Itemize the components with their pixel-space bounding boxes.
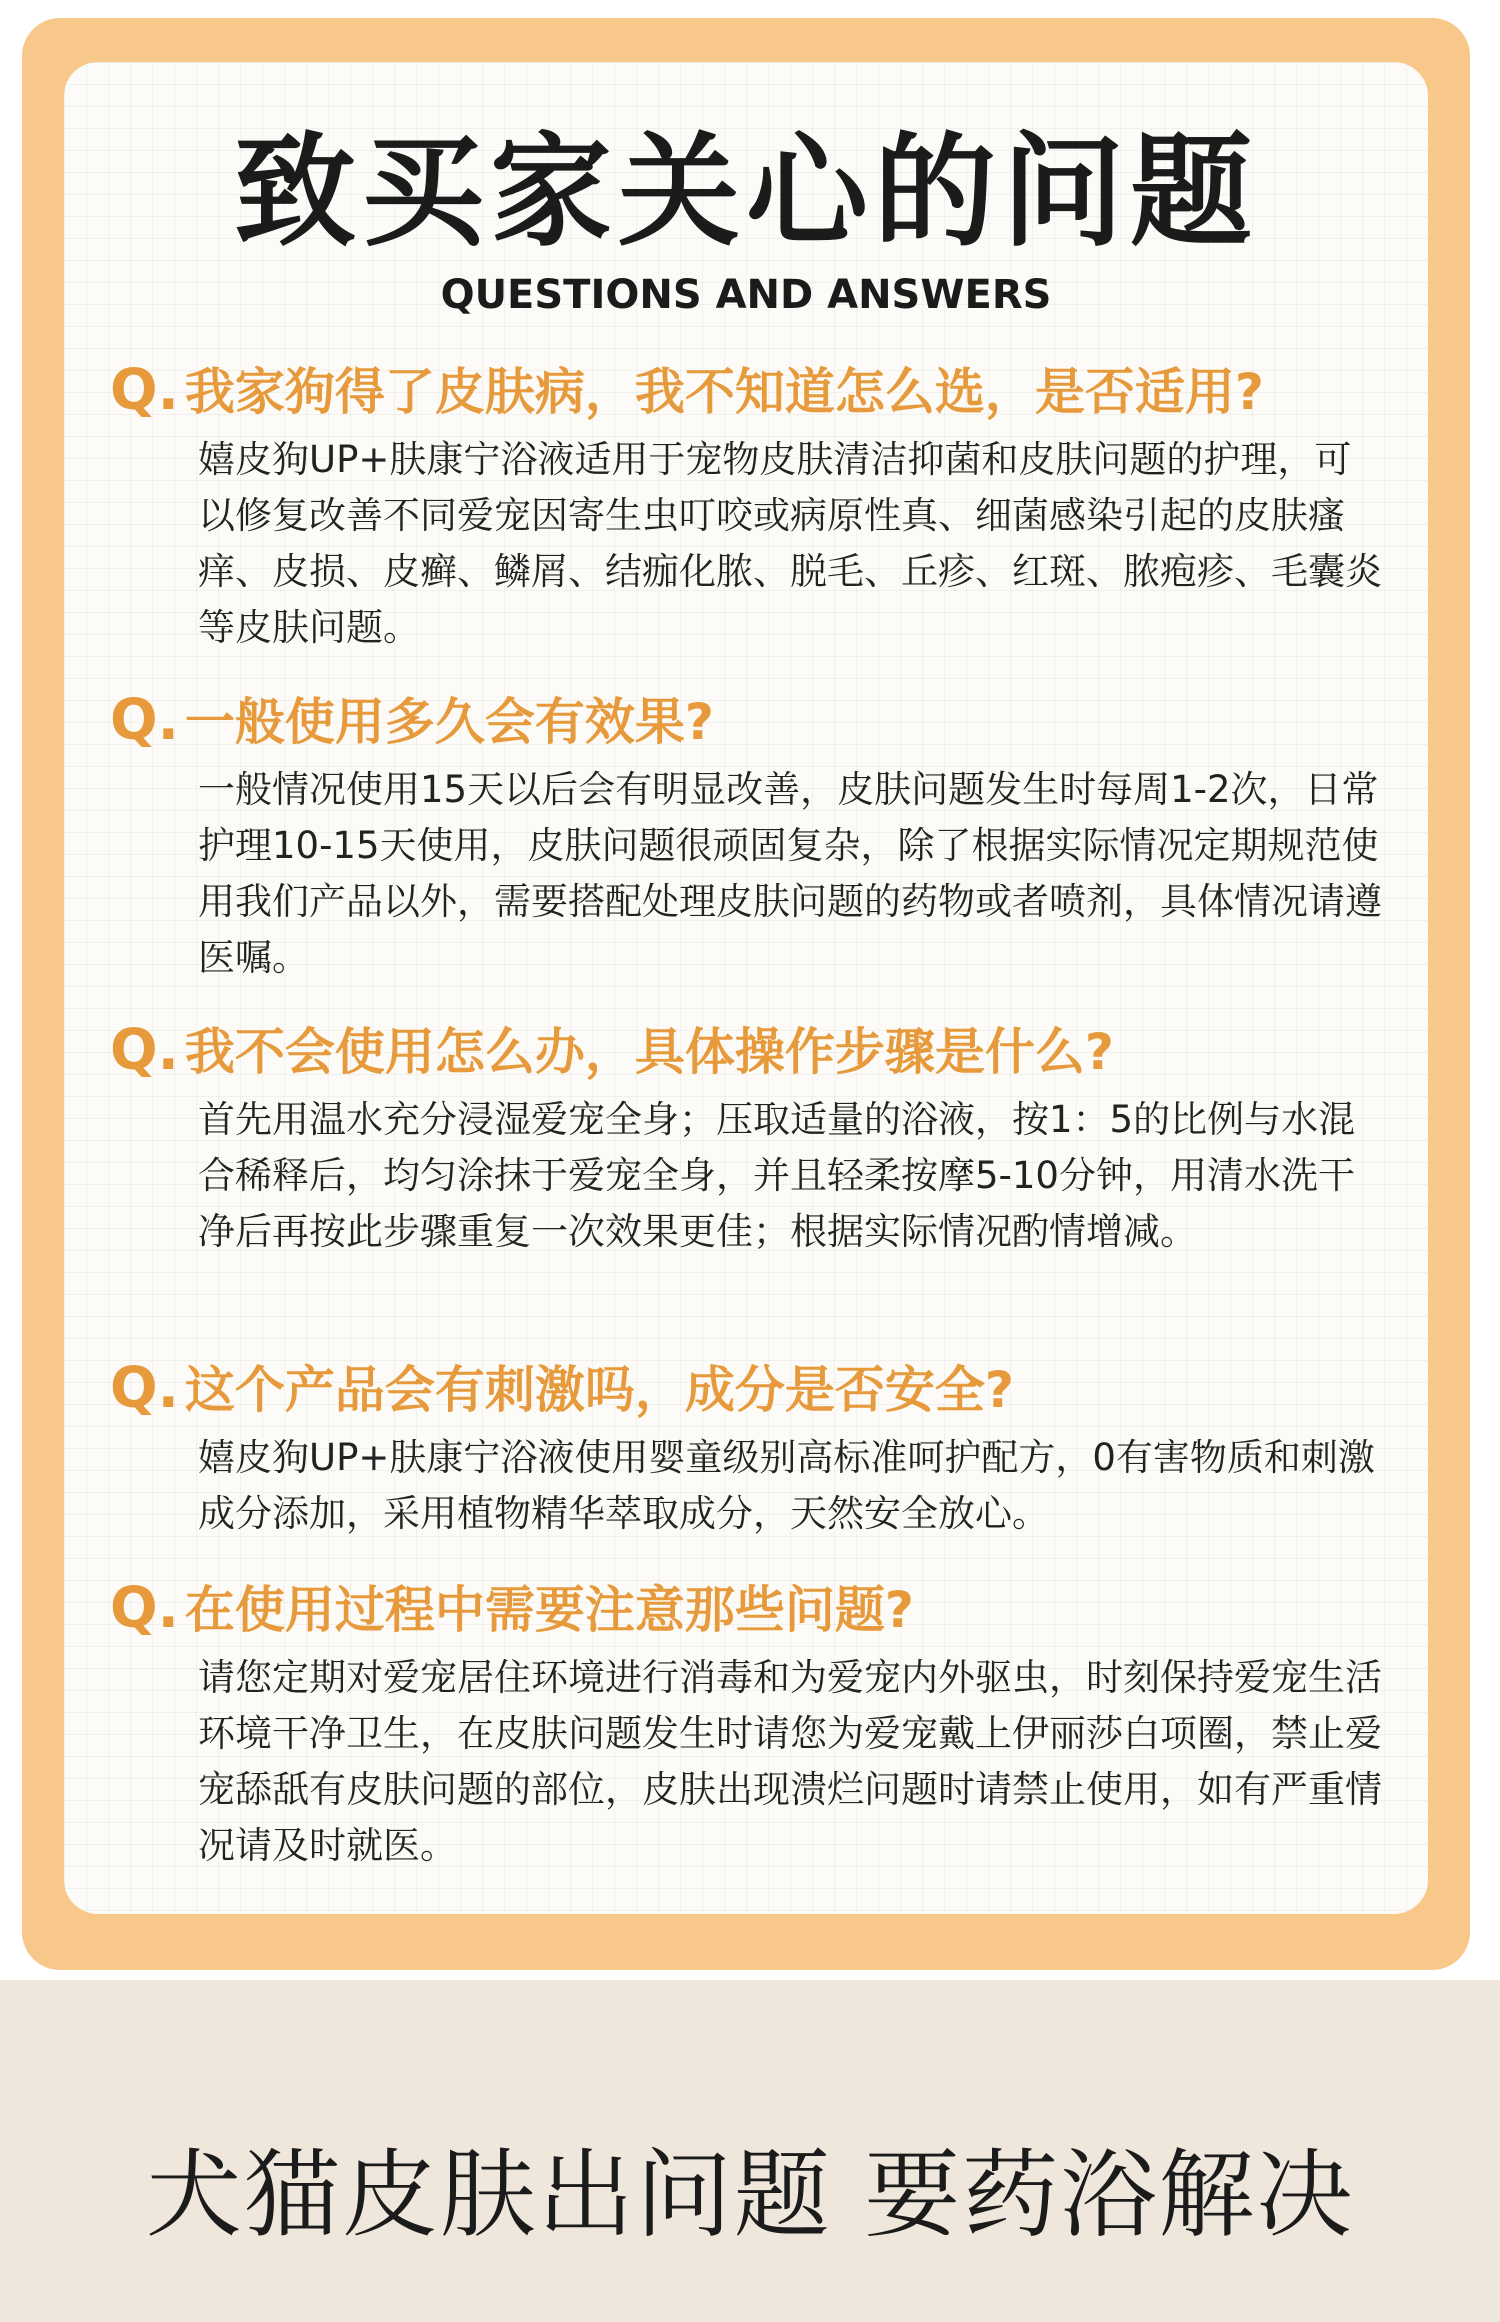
faq-item-2 [110, 682, 1410, 986]
q-mark: Q. [110, 1018, 179, 1083]
faq-item-4 [110, 1350, 1410, 1542]
answer-text: 首先用温水充分浸湿爱宠全身；压取适量的浴液，按1：5的比例与水混合稀释后，均匀涂抹于爱宠全身，并且轻柔按摩5-10分钟，用清水洗干净后再按此步骤重复一次效果更佳；根据实际情况酌情增减。 [198, 1098, 1356, 1253]
question-text: 一般使用多久会有效果? [184, 693, 714, 751]
answer-text: 请您定期对爱宠居住环境进行消毒和为爱宠内外驱虫，时刻保持爱宠生活环境干净卫生，在皮肤问题发生时请您为爱宠戴上伊丽莎白项圈，禁止爱宠舔舐有皮肤问题的部位，皮肤出现溃烂问题时请禁止使用，如有严重情况请及时就医。 [198, 1656, 1382, 1867]
q-mark: Q. [110, 358, 179, 423]
answer-text: 一般情况使用15天以后会有明显改善，皮肤问题发生时每周1-2次，日常护理10-15天使用，皮肤问题很顽固复杂，除了根据实际情况定期规范使用我们产品以外，需要搭配处理皮肤问题的药物或者喷剂，具体情况请遵医嘱。 [198, 768, 1382, 979]
page-subtitle: QUESTIONS AND ANSWERS [440, 272, 1052, 318]
answer-text: 嬉皮狗UP+肤康宁浴液使用婴童级别高标准呵护配方，0有害物质和刺激成分添加，采用植物精华萃取成分，天然安全放心。 [198, 1436, 1375, 1535]
faq-item-3 [110, 1012, 1410, 1260]
faq-item-5 [110, 1570, 1410, 1874]
q-mark: Q. [110, 1356, 179, 1421]
question-text: 在使用过程中需要注意那些问题? [184, 1581, 914, 1639]
question-text: 我不会使用怎么办，具体操作步骤是什么? [184, 1023, 1114, 1081]
footer-slogan: 犬猫皮肤出问题 要药浴解决 [145, 2139, 1355, 2251]
page-title: 致买家关心的问题 [234, 121, 1258, 263]
question-text: 我家狗得了皮肤病，我不知道怎么选，是否适用? [184, 363, 1264, 421]
answer-text: 嬉皮狗UP+肤康宁浴液适用于宠物皮肤清洁抑菌和皮肤问题的护理，可以修复改善不同爱宠因寄生虫叮咬或病原性真、细菌感染引起的皮肤瘙痒、皮损、皮癣、鳞屑、结痂化脓、脱毛、丘疹、红斑、脓疱疹、毛囊炎等皮肤问题。 [198, 438, 1382, 649]
faq-item-1 [110, 352, 1410, 656]
q-mark: Q. [110, 1576, 179, 1641]
q-mark: Q. [110, 688, 179, 753]
question-text: 这个产品会有刺激吗，成分是否安全? [184, 1361, 1014, 1419]
